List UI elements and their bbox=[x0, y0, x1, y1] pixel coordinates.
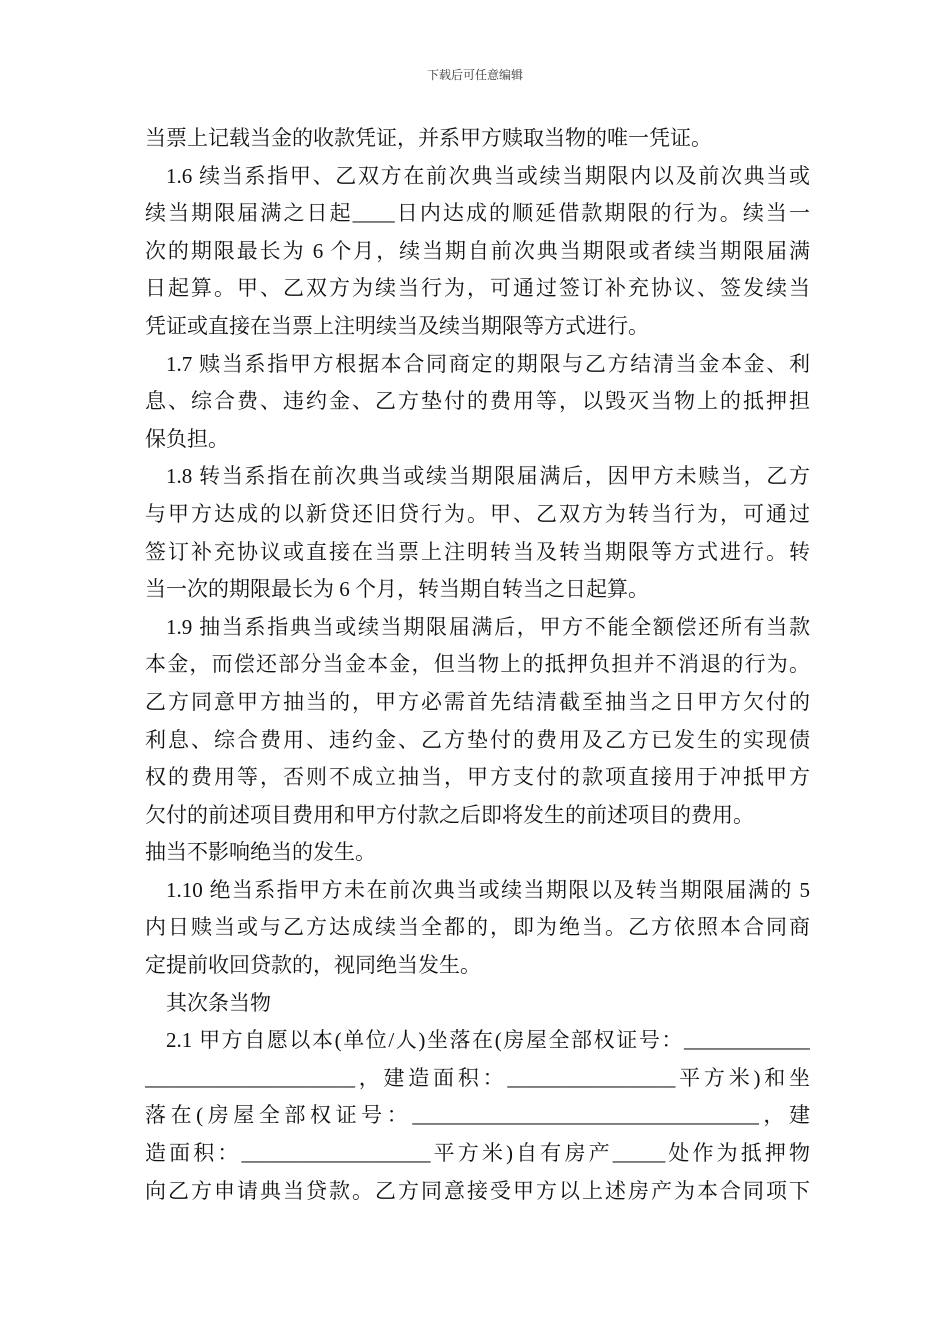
text-line: 2.1 甲方自愿以本(单位/人)坐落在(房屋全部权证号：____________ bbox=[166, 1028, 810, 1053]
text-line: 其次条当物 bbox=[166, 990, 271, 1015]
text-line: 向乙方申请典当贷款。乙方同意接受甲方以上述房产为本合同项下 bbox=[145, 1178, 810, 1203]
text-line: 息、综合费、违约金、乙方垫付的费用等，以毁灭当物上的抵押担 bbox=[145, 389, 810, 414]
text-line: 次的期限最长为 6 个月，续当期自前次典当期限或者续当期限届满 bbox=[145, 238, 810, 263]
text-line: 利息、综合费用、违约金、乙方垫付的费用及乙方已发生的实现债 bbox=[145, 727, 810, 752]
text-line: 凭证或直接在当票上注明续当及续当期限等方式进行。 bbox=[145, 313, 649, 338]
text-line: 造面积：__________________平方米)自有房产_____处作为抵押物 bbox=[145, 1141, 810, 1166]
text-line: 落在(房屋全部权证号：_________________________________，建 bbox=[145, 1103, 810, 1128]
text-line: 抽当不影响绝当的发生。 bbox=[145, 840, 376, 865]
text-line: 续当期限届满之日起____日内达成的顺延借款期限的行为。续当一 bbox=[145, 201, 810, 226]
text-line: 1.7 赎当系指甲方根据本合同商定的期限与乙方结清当金本金、利 bbox=[166, 351, 810, 376]
text-line: 与甲方达成的以新贷还旧贷行为。甲、乙双方为转当行为，可通过 bbox=[145, 501, 810, 526]
text-line: 定提前收回贷款的，视同绝当发生。 bbox=[145, 953, 481, 978]
page-header: 下载后可任意编辑 bbox=[426, 68, 523, 82]
text-line: 保负担。 bbox=[145, 426, 229, 451]
text-line: 1.9 抽当系指典当或续当期限届满后，甲方不能全额偿还所有当款 bbox=[166, 614, 810, 639]
text-line: 权的费用等，否则不成立抽当，甲方支付的款项直接用于冲抵甲方 bbox=[145, 765, 810, 790]
text-line: 内日赎当或与乙方达成续当全都的，即为绝当。乙方依照本合同商 bbox=[145, 915, 810, 940]
text-line: 1.8 转当系指在前次典当或续当期限届满后，因甲方未赎当，乙方 bbox=[166, 464, 810, 489]
text-line: 1.10 绝当系指甲方未在前次典当或续当期限以及转当期限届满的 5 bbox=[166, 877, 810, 902]
text-line: 乙方同意甲方抽当的，甲方必需首先结清截至抽当之日甲方欠付的 bbox=[145, 689, 810, 714]
text-line: 日起算。甲、乙双方为续当行为，可通过签订补充协议、签发续当 bbox=[145, 276, 810, 301]
text-line: 当一次的期限最长为 6 个月，转当期自转当之日起算。 bbox=[145, 577, 649, 602]
text-line: 当票上记载当金的收款凭证，并系甲方赎取当物的唯一凭证。 bbox=[145, 126, 712, 150]
text-line: 1.6 续当系指甲、乙双方在前次典当或续当期限内以及前次典当或 bbox=[166, 163, 810, 188]
text-line: 本金，而偿还部分当金本金，但当物上的抵押负担并不消退的行为。 bbox=[145, 652, 810, 677]
text-line: 欠付的前述项目费用和甲方付款之后即将发生的前述项目的费用。 bbox=[145, 802, 754, 827]
text-line: ____________________，建造面积：________________平方米)和坐 bbox=[145, 1065, 810, 1090]
contract-body bbox=[145, 120, 810, 1210]
text-line: 签订补充协议或直接在当票上注明转当及转当期限等方式进行。转 bbox=[145, 539, 810, 564]
